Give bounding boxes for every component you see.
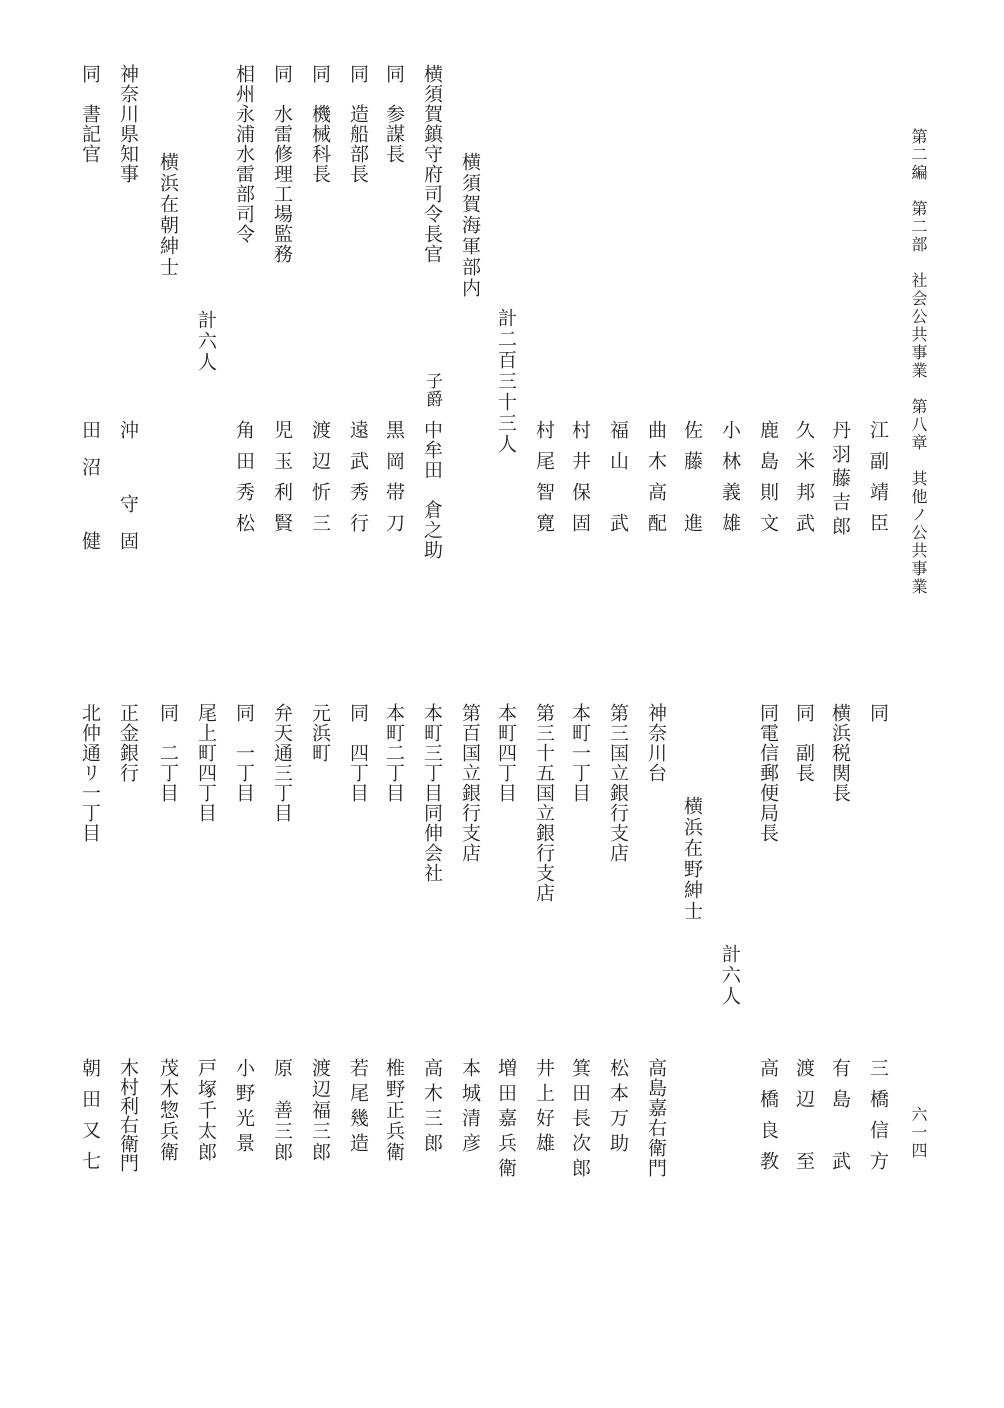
- name-cell: 村尾智寛: [533, 420, 555, 544]
- title-cell: 同 造船部長: [347, 64, 369, 184]
- name-cell: 有島 武: [829, 1058, 851, 1182]
- address-cell: 尾上町四丁目: [195, 703, 217, 823]
- name-cell: 松本万助: [607, 1058, 629, 1158]
- rank-cell: 子爵: [422, 372, 442, 408]
- name-cell: 遠武秀行: [347, 420, 369, 544]
- name-cell: 渡辺福三郎: [309, 1058, 331, 1163]
- title-cell: 同 参謀長: [383, 64, 405, 164]
- name-cell: 若尾幾造: [347, 1058, 369, 1158]
- page-number: 六一四: [909, 1106, 928, 1160]
- name-cell: 高島嘉右衛門: [645, 1058, 667, 1178]
- title-cell: 同 書記官: [79, 64, 101, 164]
- address-cell: 本町二丁目: [383, 703, 405, 803]
- name-cell: 中牟田 倉之助: [421, 420, 443, 560]
- name-cell: 児玉利賢: [271, 420, 293, 544]
- name-cell: 箕田長次郎: [569, 1058, 591, 1183]
- name-cell: 小野光景: [233, 1058, 255, 1158]
- name-cell: 椎野正兵衛: [383, 1058, 405, 1163]
- name-cell: 原 善三郎: [271, 1058, 293, 1163]
- name-cell: 高橋良教: [757, 1058, 779, 1182]
- name-cell: 三橋信方: [867, 1058, 889, 1182]
- section-heading: 横須賀海軍部内: [459, 152, 481, 299]
- title-cell: 横須賀鎮守府司令長官: [421, 64, 443, 264]
- title-cell: 神奈川県知事: [117, 64, 139, 184]
- address-cell: 第三十五国立銀行支店: [533, 703, 555, 903]
- address-cell: 本町三丁目同伸会社: [421, 703, 443, 883]
- address-cell: 本町四丁目: [495, 703, 517, 803]
- name-cell: 朝田又七: [79, 1058, 101, 1182]
- address-cell: 弁天通三丁目: [271, 703, 293, 823]
- title-cell: 同 副長: [793, 703, 815, 783]
- name-cell: 久米邦武: [793, 420, 815, 544]
- name-cell: 田沼 健: [79, 420, 101, 568]
- name-cell: 井上好雄: [533, 1058, 555, 1158]
- name-cell: 福山 武: [607, 420, 629, 544]
- address-cell: 神奈川台: [645, 703, 667, 783]
- name-cell: 渡辺 至: [793, 1058, 815, 1182]
- name-cell: 鹿島則文: [757, 420, 779, 544]
- name-cell: 本城清彦: [459, 1058, 481, 1158]
- address-cell: 第百国立銀行支店: [459, 703, 481, 863]
- name-cell: 丹羽藤吉郎: [829, 420, 851, 540]
- section-heading: 横浜在朝紳士: [157, 152, 179, 278]
- running-head: 第二編 第二部 社会公共事業 第八章 其他ノ公共事業: [909, 128, 928, 596]
- address-cell: 同 二丁目: [157, 703, 179, 803]
- name-cell: 沖 守固: [117, 420, 139, 568]
- name-cell: 戸塚千太郎: [195, 1058, 217, 1163]
- address-cell: 同 一丁目: [233, 703, 255, 803]
- address-cell: 第三国立銀行支店: [607, 703, 629, 863]
- section-heading: 横浜在野紳士: [681, 796, 703, 922]
- name-cell: 増田嘉兵衛: [495, 1058, 517, 1183]
- name-cell: 角田秀松: [233, 420, 255, 544]
- total-count: 計六人: [719, 944, 741, 1007]
- total-count: 計六人: [195, 310, 217, 373]
- name-cell: 木村利右衛門: [117, 1058, 139, 1172]
- address-cell: 同 四丁目: [347, 703, 369, 803]
- name-cell: 茂木惣兵衛: [157, 1058, 179, 1163]
- title-cell: 同 水雷修理工場監務: [271, 64, 293, 264]
- name-cell: 江副靖臣: [867, 420, 889, 544]
- name-cell: 曲木高配: [645, 420, 667, 544]
- name-cell: 高木三郎: [421, 1058, 443, 1158]
- address-cell: 本町一丁目: [569, 703, 591, 803]
- name-cell: 佐藤 進: [681, 420, 703, 544]
- title-cell: 同 機械科長: [309, 64, 331, 184]
- title-cell: 横浜税関長: [829, 703, 851, 803]
- title-cell: 同電信郵便局長: [757, 703, 779, 843]
- address-cell: 北仲通リ一丁目: [79, 703, 101, 843]
- address-cell: 正金銀行: [117, 703, 139, 783]
- name-cell: 小林義雄: [719, 420, 741, 544]
- name-cell: 村井保固: [569, 420, 591, 544]
- name-cell: 渡辺忻三: [309, 420, 331, 544]
- title-cell: 同: [867, 703, 889, 723]
- address-cell: 元浜町: [309, 703, 331, 763]
- total-count: 計二百三十三人: [495, 308, 517, 455]
- title-cell: 相州永浦水雷部司令: [233, 64, 255, 244]
- name-cell: 黒岡帯刀: [383, 420, 405, 544]
